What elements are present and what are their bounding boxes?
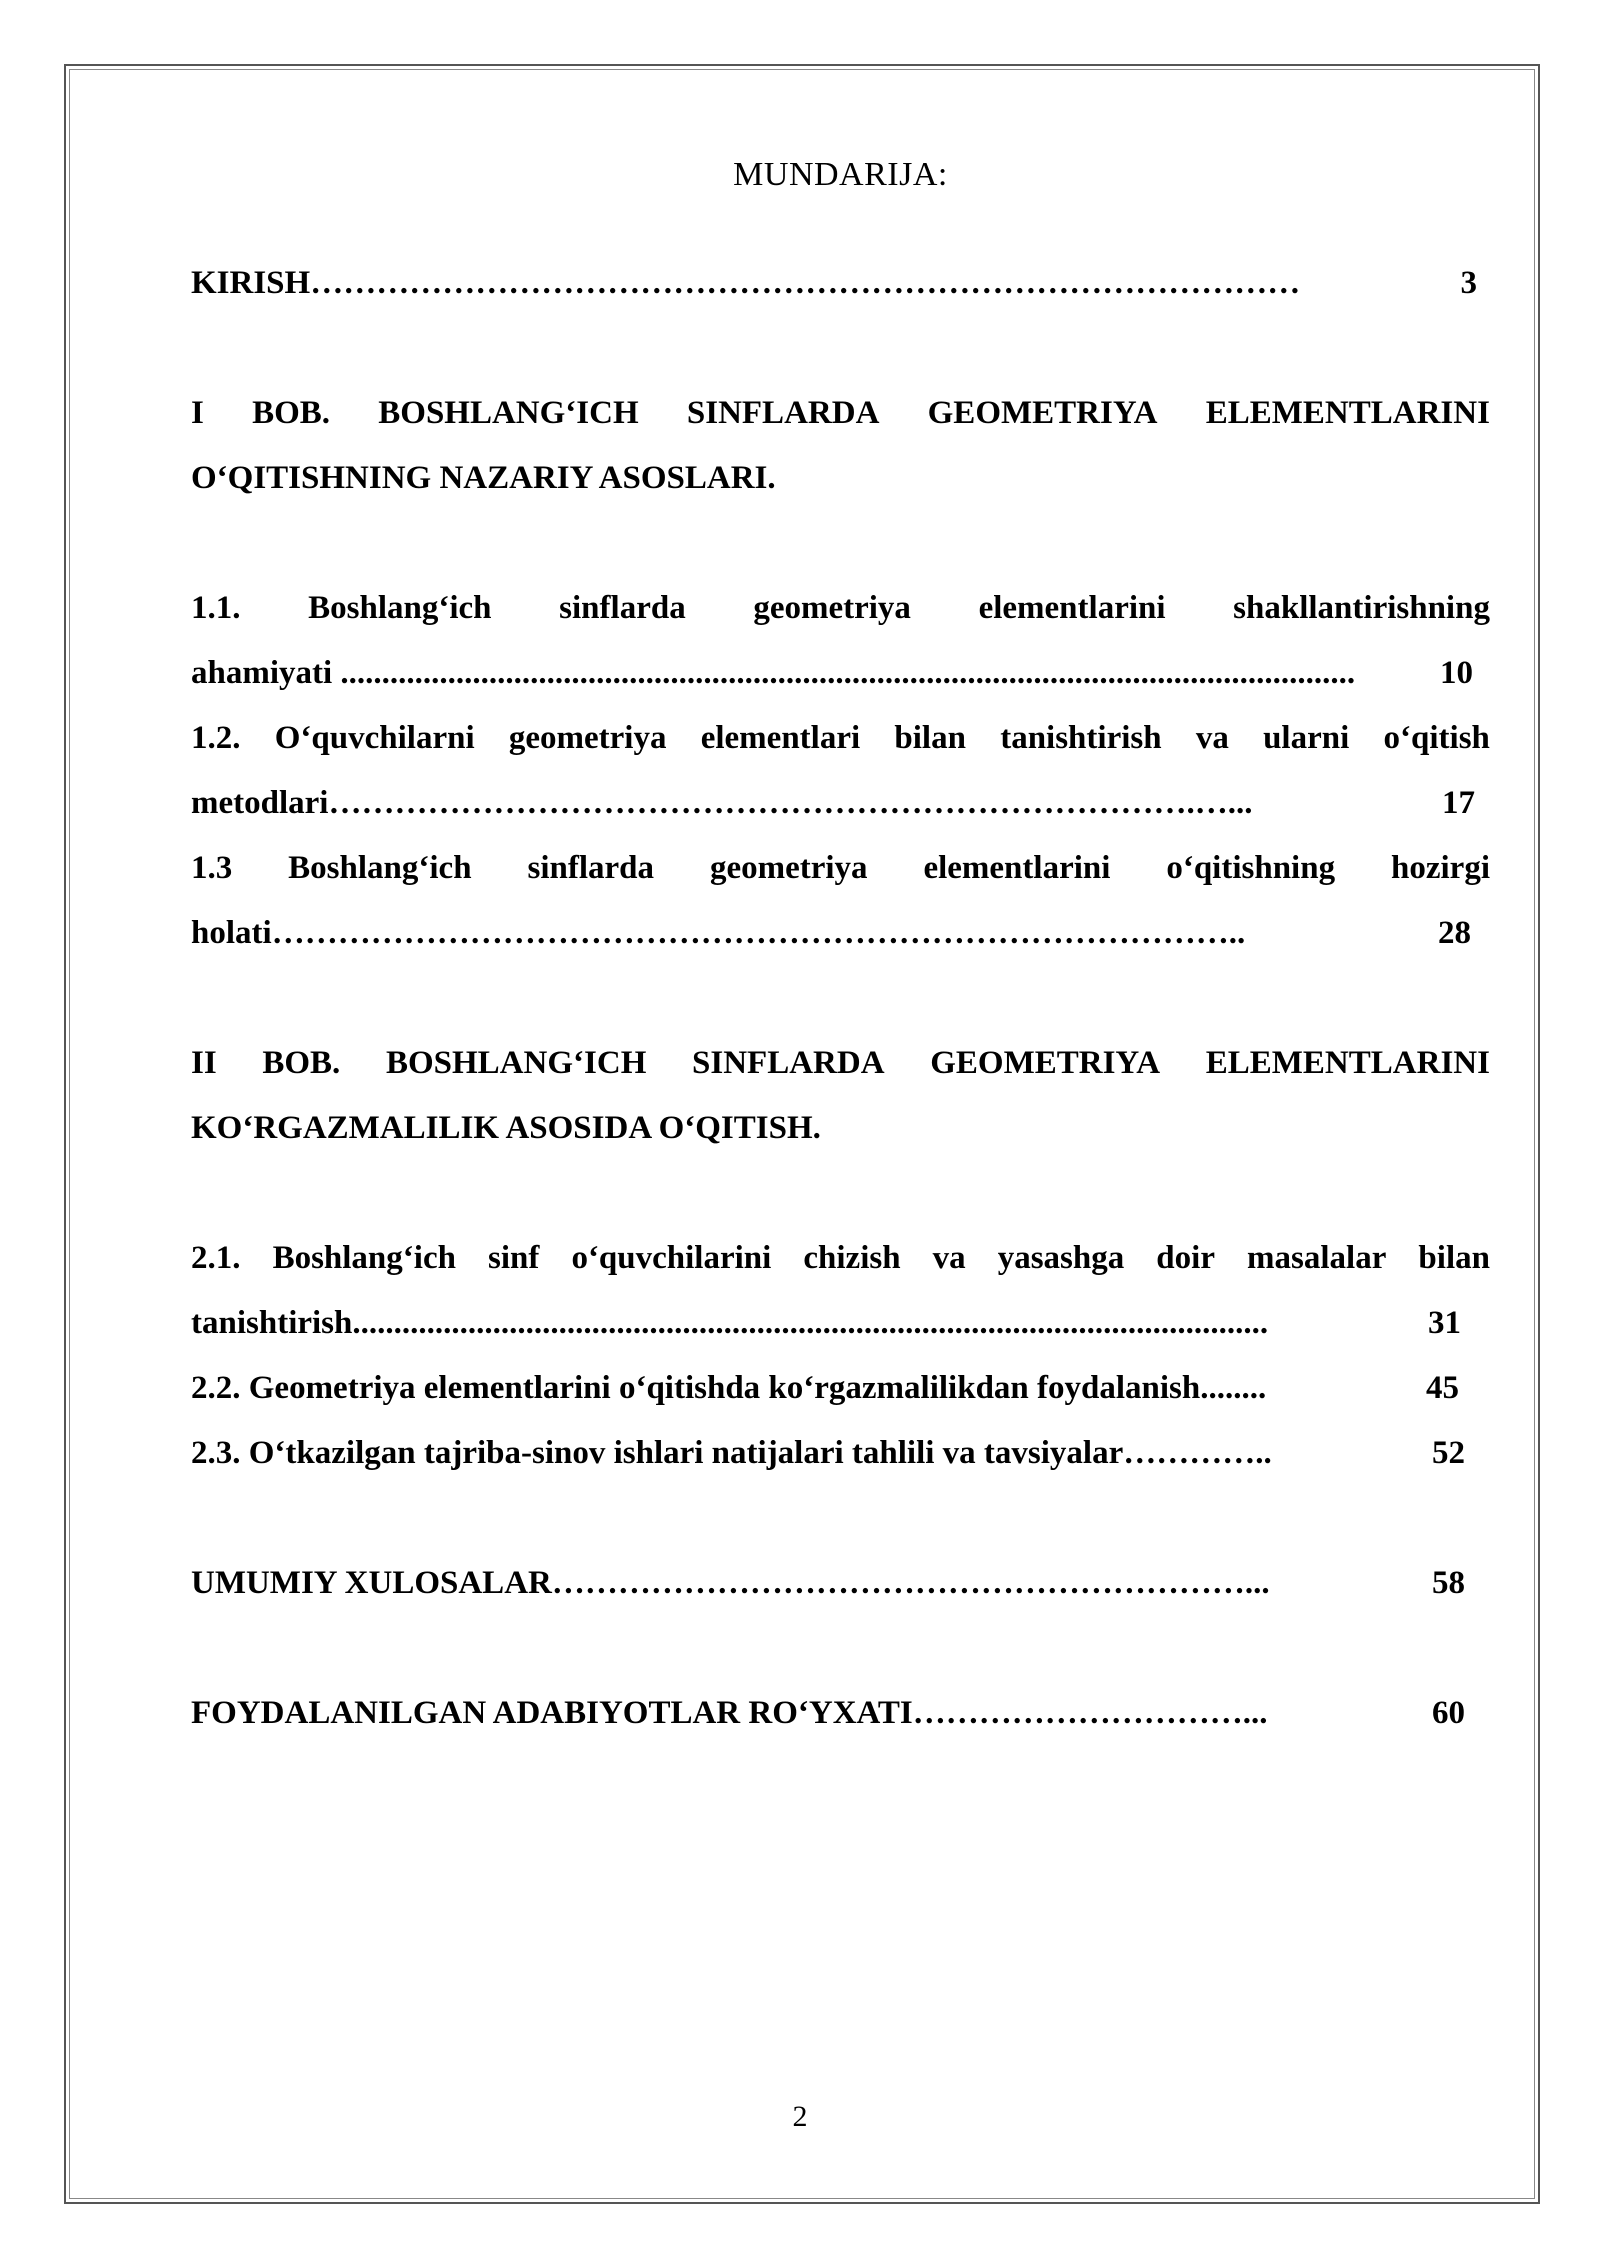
- toc-word: o‘qitish: [1383, 720, 1490, 756]
- toc-word: GEOMETRIYA: [930, 1045, 1161, 1081]
- toc-entry-line: [191, 576, 1490, 641]
- toc-entry-label: FOYDALANILGAN ADABIYOTLAR RO‘YXATI: [191, 1695, 913, 1731]
- toc-word: Boshlang‘ich: [288, 850, 472, 886]
- toc-word: hozirgi: [1391, 850, 1490, 886]
- toc-title: MUNDARIJA:: [733, 156, 948, 193]
- toc-entry-label: metodlari: [191, 785, 329, 821]
- toc-page-number: 17: [1442, 785, 1475, 821]
- toc-word: elementlarini: [978, 590, 1166, 626]
- toc-word: yasashga: [997, 1240, 1125, 1276]
- toc-word: sinf: [488, 1240, 540, 1276]
- toc-page-number: 3: [1460, 265, 1477, 301]
- toc-leader-dots: ………………………………………………………...: [551, 1565, 1270, 1601]
- toc-entry-2-3[interactable]: [191, 1421, 1490, 1486]
- toc-entry-label: 2.2. Geometriya elementlarini o‘qitishda ko‘rgazmalilikdan foydalanish: [191, 1370, 1201, 1406]
- toc-entry-line: [191, 1226, 1490, 1291]
- toc-word: sinflarda: [527, 850, 655, 886]
- toc-entry-label: KIRISH: [191, 265, 311, 301]
- toc-page-number: 52: [1432, 1435, 1465, 1471]
- toc-leader-dots: ...............................................................................................................: [352, 1305, 1269, 1341]
- toc-word: bilan: [894, 720, 966, 756]
- toc-word: shakllantirishning: [1233, 590, 1490, 626]
- toc-entry-label: tanishtirish: [191, 1305, 353, 1341]
- toc-word: ELEMENTLARINI: [1205, 395, 1490, 431]
- toc-word: BOB.: [252, 395, 331, 431]
- toc-entry-kirish[interactable]: [191, 251, 1490, 316]
- toc-word: GEOMETRIYA: [927, 395, 1158, 431]
- toc-entry-label: ahamiyati: [191, 655, 341, 691]
- page-number: 2: [792, 2100, 808, 2133]
- toc-entry-1-2[interactable]: [191, 706, 1490, 836]
- toc-page-number: 28: [1438, 915, 1471, 951]
- toc-page-number: 60: [1432, 1695, 1465, 1731]
- toc-entry-chapter-2[interactable]: [191, 1031, 1490, 1161]
- toc-page-number: 45: [1426, 1370, 1459, 1406]
- toc-word: o‘quvchilarini: [571, 1240, 772, 1276]
- toc-word: doir: [1156, 1240, 1215, 1276]
- toc-word: va: [932, 1240, 966, 1276]
- toc-chapter-line: KO‘RGAZMALILIK ASOSIDA O‘QITISH.: [191, 1110, 821, 1146]
- toc-entry-label: holati: [191, 915, 272, 951]
- toc-leader-dots: …………..: [1123, 1435, 1272, 1471]
- toc-word: II: [191, 1045, 217, 1081]
- toc-entry-label: 2.3. O‘tkazilgan tajriba-sinov ishlari natijalari tahlili va tavsiyalar: [191, 1435, 1124, 1471]
- toc-word: SINFLARDA: [686, 395, 880, 431]
- toc-chapter-line: [191, 381, 1490, 446]
- toc-entry-line: [191, 706, 1490, 771]
- toc-chapter-line: [191, 1031, 1490, 1096]
- toc-word: BOB.: [262, 1045, 341, 1081]
- toc-word: BOSHLANG‘ICH: [378, 395, 639, 431]
- toc-page-number: 31: [1419, 1305, 1461, 1341]
- toc-page-number: 10: [1440, 655, 1473, 691]
- toc-word: elementlarini: [923, 850, 1111, 886]
- toc-page-number: 58: [1432, 1565, 1465, 1601]
- toc-word: BOSHLANG‘ICH: [385, 1045, 647, 1081]
- toc-word: Boshlang‘ich: [272, 1240, 456, 1276]
- toc-leader-dots: ...........................................................................................................................: [340, 655, 1356, 691]
- toc-entry-2-2[interactable]: [191, 1356, 1490, 1421]
- toc-word: I: [191, 395, 204, 431]
- toc-word: ularni: [1263, 720, 1350, 756]
- toc-entry-line: [191, 836, 1490, 901]
- toc-entry-references[interactable]: [191, 1681, 1490, 1746]
- toc-word: O‘quvchilarni: [274, 720, 475, 756]
- toc-word: 1.2.: [191, 720, 241, 756]
- toc-word: 1.1.: [191, 590, 241, 626]
- toc-entry-2-1[interactable]: [191, 1226, 1490, 1356]
- toc-entry-1-1[interactable]: [191, 576, 1490, 706]
- toc-word: geometriya: [709, 850, 868, 886]
- toc-chapter-line: O‘QITISHNING NAZARIY ASOSLARI.: [191, 460, 776, 496]
- toc-leader-dots: …………………………………………………………………….…...: [328, 785, 1253, 821]
- toc-leader-dots: ………………………………………………………………………………: [310, 265, 1301, 301]
- toc-word: Boshlang‘ich: [308, 590, 492, 626]
- toc-leader-dots: ……………………………………………………………………………..: [271, 915, 1246, 951]
- toc-word: sinflarda: [559, 590, 686, 626]
- toc-word: ELEMENTLARINI: [1205, 1045, 1490, 1081]
- toc-word: bilan: [1418, 1240, 1490, 1276]
- toc-word: geometriya: [753, 590, 911, 626]
- toc-word: o‘qitishning: [1166, 850, 1336, 886]
- toc-entry-1-3[interactable]: [191, 836, 1490, 966]
- toc-leader-dots: …………………………...: [912, 1695, 1268, 1731]
- toc-word: tanishtirish: [1000, 720, 1162, 756]
- toc-word: 1.3: [191, 850, 233, 886]
- toc-word: va: [1195, 720, 1229, 756]
- toc-word: 2.1.: [191, 1240, 241, 1276]
- toc-word: elementlari: [700, 720, 861, 756]
- toc-word: masalalar: [1247, 1240, 1387, 1276]
- toc-leader-dots: ........: [1200, 1370, 1267, 1406]
- toc-word: chizish: [803, 1240, 901, 1276]
- toc-entry-chapter-1[interactable]: [191, 381, 1490, 511]
- toc-entry-conclusions[interactable]: [191, 1551, 1490, 1616]
- toc-word: geometriya: [508, 720, 667, 756]
- toc-word: SINFLARDA: [692, 1045, 885, 1081]
- toc-entry-label: UMUMIY XULOSALAR: [191, 1565, 552, 1601]
